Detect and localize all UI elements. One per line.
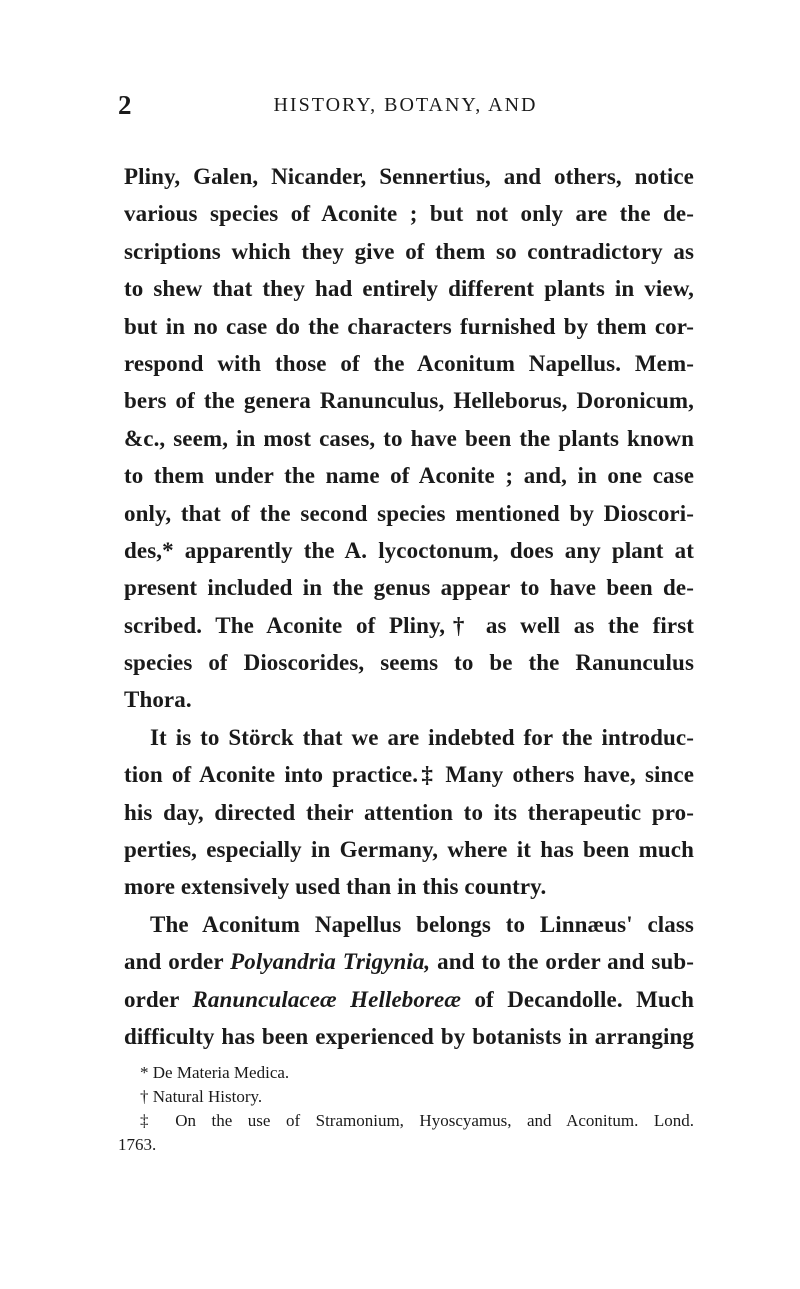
text-line: The Aconitum Napellus belongs to Linnæus' class [150, 911, 694, 937]
text-line: des,* apparently the A. lycoctonum, does any plant at [124, 537, 694, 563]
footnote: ‡ On the use of Stramonium, Hyoscyamus, and Aconitum. Lond. [140, 1111, 694, 1130]
footnotes [118, 1061, 694, 1157]
footnote: * De Materia Medica. [140, 1063, 290, 1082]
text-run: and order [124, 949, 231, 975]
text-run: and to the order and sub- [430, 949, 694, 975]
footnote: † Natural History. [140, 1087, 263, 1106]
text-run: of Decandolle. Much [461, 986, 694, 1012]
text-line: his day, directed their attention to its therapeutic pro- [124, 799, 694, 825]
text-line: to them under the name of Aconite ; and, in one case [124, 463, 694, 489]
text-line: present included in the genus appear to have been de- [124, 575, 694, 601]
text-line: scriptions which they give of them so contradictory as [124, 238, 694, 264]
body-text [124, 158, 694, 1055]
text-line: &c., seem, in most cases, to have been the plants known [124, 425, 694, 451]
text-line: only, that of the second species mentioned by Dioscori- [124, 500, 694, 526]
text-line: various species of Aconite ; but not only are the de- [124, 201, 694, 227]
text-line-mixed [124, 943, 694, 980]
text-line: difficulty has been experienced by botanists in arranging [124, 1023, 694, 1049]
running-head: HISTORY, BOTANY, AND [273, 94, 538, 116]
text-line: Thora. [124, 687, 192, 713]
text-run: order [124, 986, 193, 1012]
text-line: It is to Störck that we are indebted for the introduc- [150, 724, 694, 750]
page-header [118, 88, 693, 122]
text-line: species of Dioscorides, seems to be the Ranunculus [124, 650, 694, 676]
text-line: tion of Aconite into practice.‡ Many others have, since [124, 762, 694, 788]
text-line: scribed. The Aconite of Pliny,† as well as the first [124, 612, 694, 638]
footnote: 1763. [118, 1135, 157, 1154]
text-line: Pliny, Galen, Nicander, Sennertius, and others, notice [124, 164, 694, 189]
text-line: but in no case do the characters furnished by them cor- [124, 313, 694, 339]
italic-taxon: Ranunculaceæ Helleboreæ [192, 986, 462, 1012]
text-line: bers of the genera Ranunculus, Helleborus, Doronicum, [124, 388, 694, 414]
text-line: respond with those of the Aconitum Napellus. Mem- [124, 350, 694, 376]
page-number: 2 [118, 90, 132, 120]
text-line: more extensively used than in this country. [124, 874, 547, 900]
text-line: perties, especially in Germany, where it has been much [124, 837, 694, 863]
text-line: to shew that they had entirely different plants in view, [124, 276, 694, 302]
italic-taxon: Polyandria Trigynia, [230, 949, 431, 975]
text-line-mixed [124, 981, 694, 1018]
